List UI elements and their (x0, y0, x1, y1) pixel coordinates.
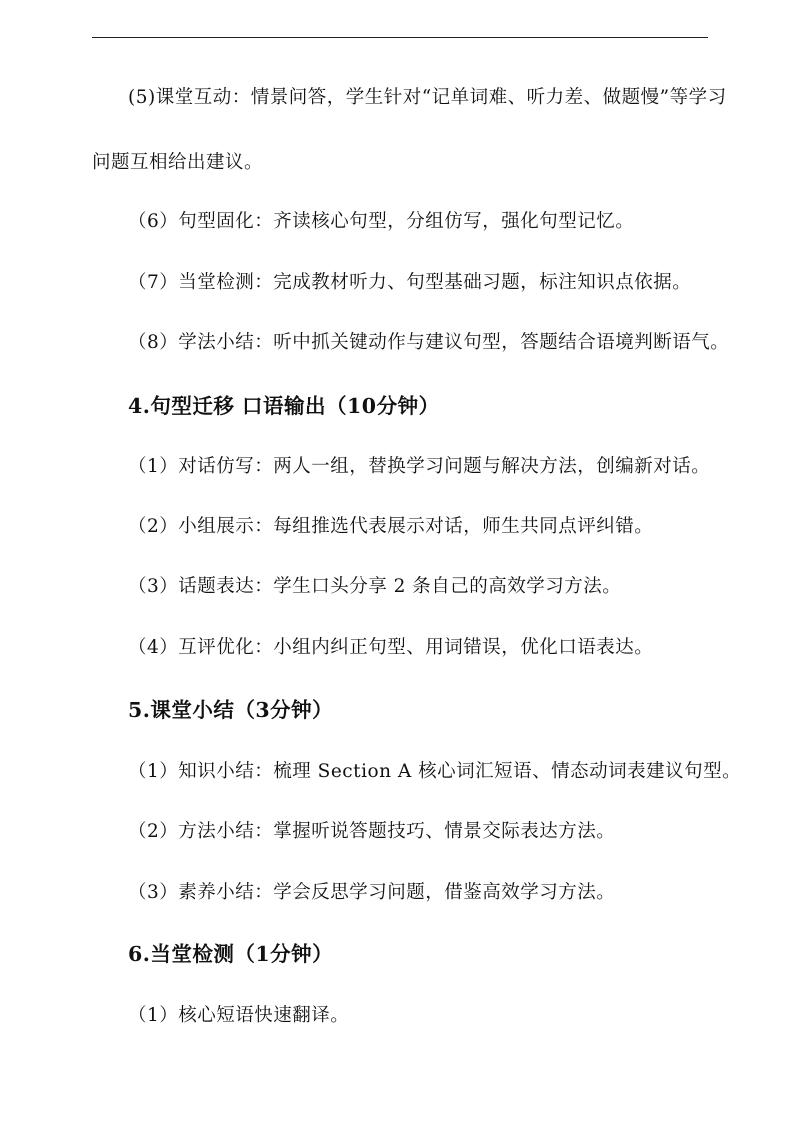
paragraph-line: (5)课堂互动：情景问答，学生针对“记单词难、听力差、做题慢”等学习 (128, 87, 727, 108)
list-item: （2）方法小结：掌握听说答题技巧、情景交际表达方法。 (128, 821, 616, 842)
paragraph-line: 问题互相给出建议。 (92, 152, 264, 173)
section-heading: 5.课堂小结（3分钟） (128, 698, 334, 722)
section-heading: 4.句型迁移 口语输出（10分钟） (128, 394, 440, 418)
list-item: （3）话题表达：学生口头分享 2 条自己的高效学习方法。 (128, 576, 622, 597)
list-item: （2）小组展示：每组推选代表展示对话，师生共同点评纠错。 (128, 516, 654, 537)
list-item: （8）学法小结：听中抓关键动作与建议句型，答题结合语境判断语气。 (128, 332, 730, 353)
list-item: （4）互评优化：小组内纠正句型、用词错误，优化口语表达。 (128, 637, 654, 658)
list-item: （6）句型固化：齐读核心句型，分组仿写，强化句型记忆。 (128, 211, 635, 232)
list-item: （1）对话仿写：两人一组，替换学习问题与解决方法，创编新对话。 (128, 456, 711, 477)
list-item: （7）当堂检测：完成教材听力、句型基础习题，标注知识点依据。 (128, 272, 692, 293)
section-heading: 6.当堂检测（1分钟） (128, 942, 334, 966)
header-rule (92, 37, 708, 38)
list-item: （3）素养小结：学会反思学习问题，借鉴高效学习方法。 (128, 882, 616, 903)
list-item: （1）核心短语快速翻译。 (128, 1005, 350, 1026)
list-item: （1）知识小结：梳理 Section A 核心词汇短语、情态动词表建议句型。 (128, 761, 742, 782)
